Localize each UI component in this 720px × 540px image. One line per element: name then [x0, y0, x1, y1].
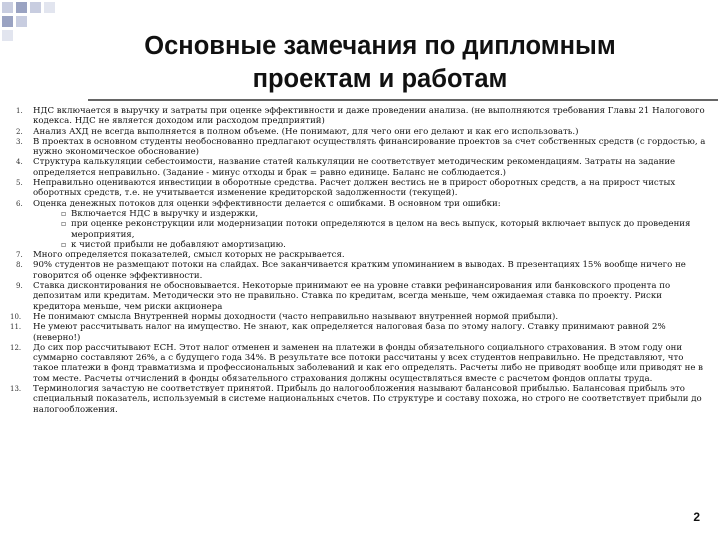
- item-text: Ставка дисконтирования не обосновывается. Некоторые принимают ее на уровне ставки рефинансирования или банковского процента по депозитам или кредитам. Методически это не правильно. Ставка по кредитам, всегда меньше, чем ожидаемая ставка по проекту. Риски кредитора меньше, чем риски акционера: [33, 281, 671, 312]
- item-number: 5.: [16, 179, 23, 188]
- item-text: В проектах в основном студенты необоснованно предлагают осуществлять финансирование проектов за счет собственных средств (с гордостью, а нужно экономическое обоснование): [33, 136, 706, 158]
- list-item: [16, 157, 706, 178]
- remarks-list: [10, 106, 706, 415]
- item-text: Много определяется показателей, смысл которых не раскрывается.: [33, 250, 345, 261]
- item-number: 2.: [16, 127, 23, 136]
- title-underline: [88, 99, 718, 101]
- list-item: [16, 250, 706, 260]
- item-number: 3.: [16, 137, 23, 146]
- item-number: 13.: [10, 385, 22, 394]
- item-text: Не умеют рассчитывать налог на имущество. Не знают, как определяется налоговая база по этому налогу. Ставку принимают равной 2% (неверно!): [33, 322, 666, 343]
- list-item: [16, 260, 706, 281]
- list-item: [16, 127, 706, 137]
- list-item: [10, 342, 706, 384]
- item-text: Структура калькуляции себестоимости, название статей калькуляции не соответствует методическим рекомендациям. Затраты на задание определяется неправильно. (Задание - минус отходы и брак = равно единице. Баланс не соблюдается.): [33, 157, 676, 178]
- item-text: НДС включается в выручку и затраты при оценке эффективности и даже проведении анализа. (не выполняются требования Главы 21 Налогового кодекса. НДС не является доходом или расходом предприятий): [33, 106, 705, 127]
- sub-item-text: к чистой прибыли не добавляют амортизацию.: [71, 239, 286, 250]
- list-item: [16, 106, 706, 127]
- item-number: 4.: [16, 158, 23, 167]
- item-number: 11.: [10, 323, 22, 332]
- sub-item-text: Включается НДС в выручку и издержки,: [71, 208, 259, 219]
- item-text: 90% студентов не размещают потоки на слайдах. Все заканчивается кратким упоминанием в выводах. В презентациях 15% вообще ничего не говорится об оценке эффективности.: [33, 260, 686, 281]
- item-text: Неправильно оцениваются инвестиции в оборотные средства. Расчет должен вестись не в прирост оборотных средств, а на прирост чистых оборотных средств, т.е. не учитывается изменение кредиторской задолженности (текущей).: [33, 178, 676, 199]
- item-number: 9.: [16, 282, 23, 291]
- item-number: 6.: [16, 199, 23, 208]
- item-number: 10.: [10, 312, 22, 321]
- item-number: 12.: [10, 343, 22, 352]
- title-line-1: Основные замечания по дипломным: [144, 32, 616, 60]
- sub-item-text: при оценке реконструкции или модернизации потоки определяются в целом на весь выпуск, который включает выпуск до проведения мероприятия,: [71, 219, 691, 240]
- list-item: [10, 311, 706, 322]
- item-number: 8.: [16, 261, 23, 270]
- item-number: 7.: [16, 251, 23, 260]
- list-item: [16, 281, 706, 312]
- list-item: [10, 322, 706, 343]
- corner-decoration: [0, 0, 60, 44]
- item-text: Анализ АХД не всегда выполняется в полном объеме. (Не понимают, для чего они его делают и как его использовать.): [33, 126, 579, 137]
- item-number: 1.: [16, 107, 23, 115]
- item-text: До сих пор рассчитывают ЕСН. Этот налог отменен и заменен на платежи в фонды обязательного социального страхования. В этом году они суммарно составляют 26%, а с будущего года 34%. В результате все потоки рассчитаны у всех студентов неправильно. Не представляют, что такое платежи в фонд травматизма и профессиональных заболеваний и как его определять. Расчеты либо не приводят вообще или приводят не в том месте. Расчеты отчислений в фонды обязательного страхования должны осуществляться вместе с расчетом фондов оплаты труда.: [33, 342, 703, 384]
- list-item: [10, 384, 706, 415]
- bullet-icon: ▫: [61, 208, 67, 218]
- list-item: [16, 199, 706, 250]
- page-number: 2: [693, 510, 700, 524]
- bullet-icon: ▫: [61, 219, 67, 229]
- sub-list-item: [61, 240, 706, 250]
- item-text: Оценка денежных потоков для оценки эффективности делается с ошибками. В основном три ошибки:: [33, 198, 501, 209]
- sub-list-item: [61, 219, 706, 240]
- list-item: [16, 178, 706, 199]
- slide-title: [60, 30, 700, 96]
- bullet-icon: ▫: [61, 239, 67, 249]
- item-text: Не понимают смысла Внутренней нормы доходности (часто неправильно называют внутренней нормой прибыли).: [33, 311, 559, 322]
- title-line-2: проектам и работам: [252, 65, 508, 93]
- sub-list: [33, 209, 706, 250]
- sub-list-item: [61, 209, 706, 219]
- list-item: [16, 137, 706, 158]
- item-text: Терминология зачастую не соответствует принятой. Прибыль до налогообложения называют балансовой прибылью. Балансовая прибыль это специальный показатель, используемый в системе национальных счетов. По структуре и составу похожа, но строго не соответствует прибыли до налогообложения.: [33, 384, 702, 415]
